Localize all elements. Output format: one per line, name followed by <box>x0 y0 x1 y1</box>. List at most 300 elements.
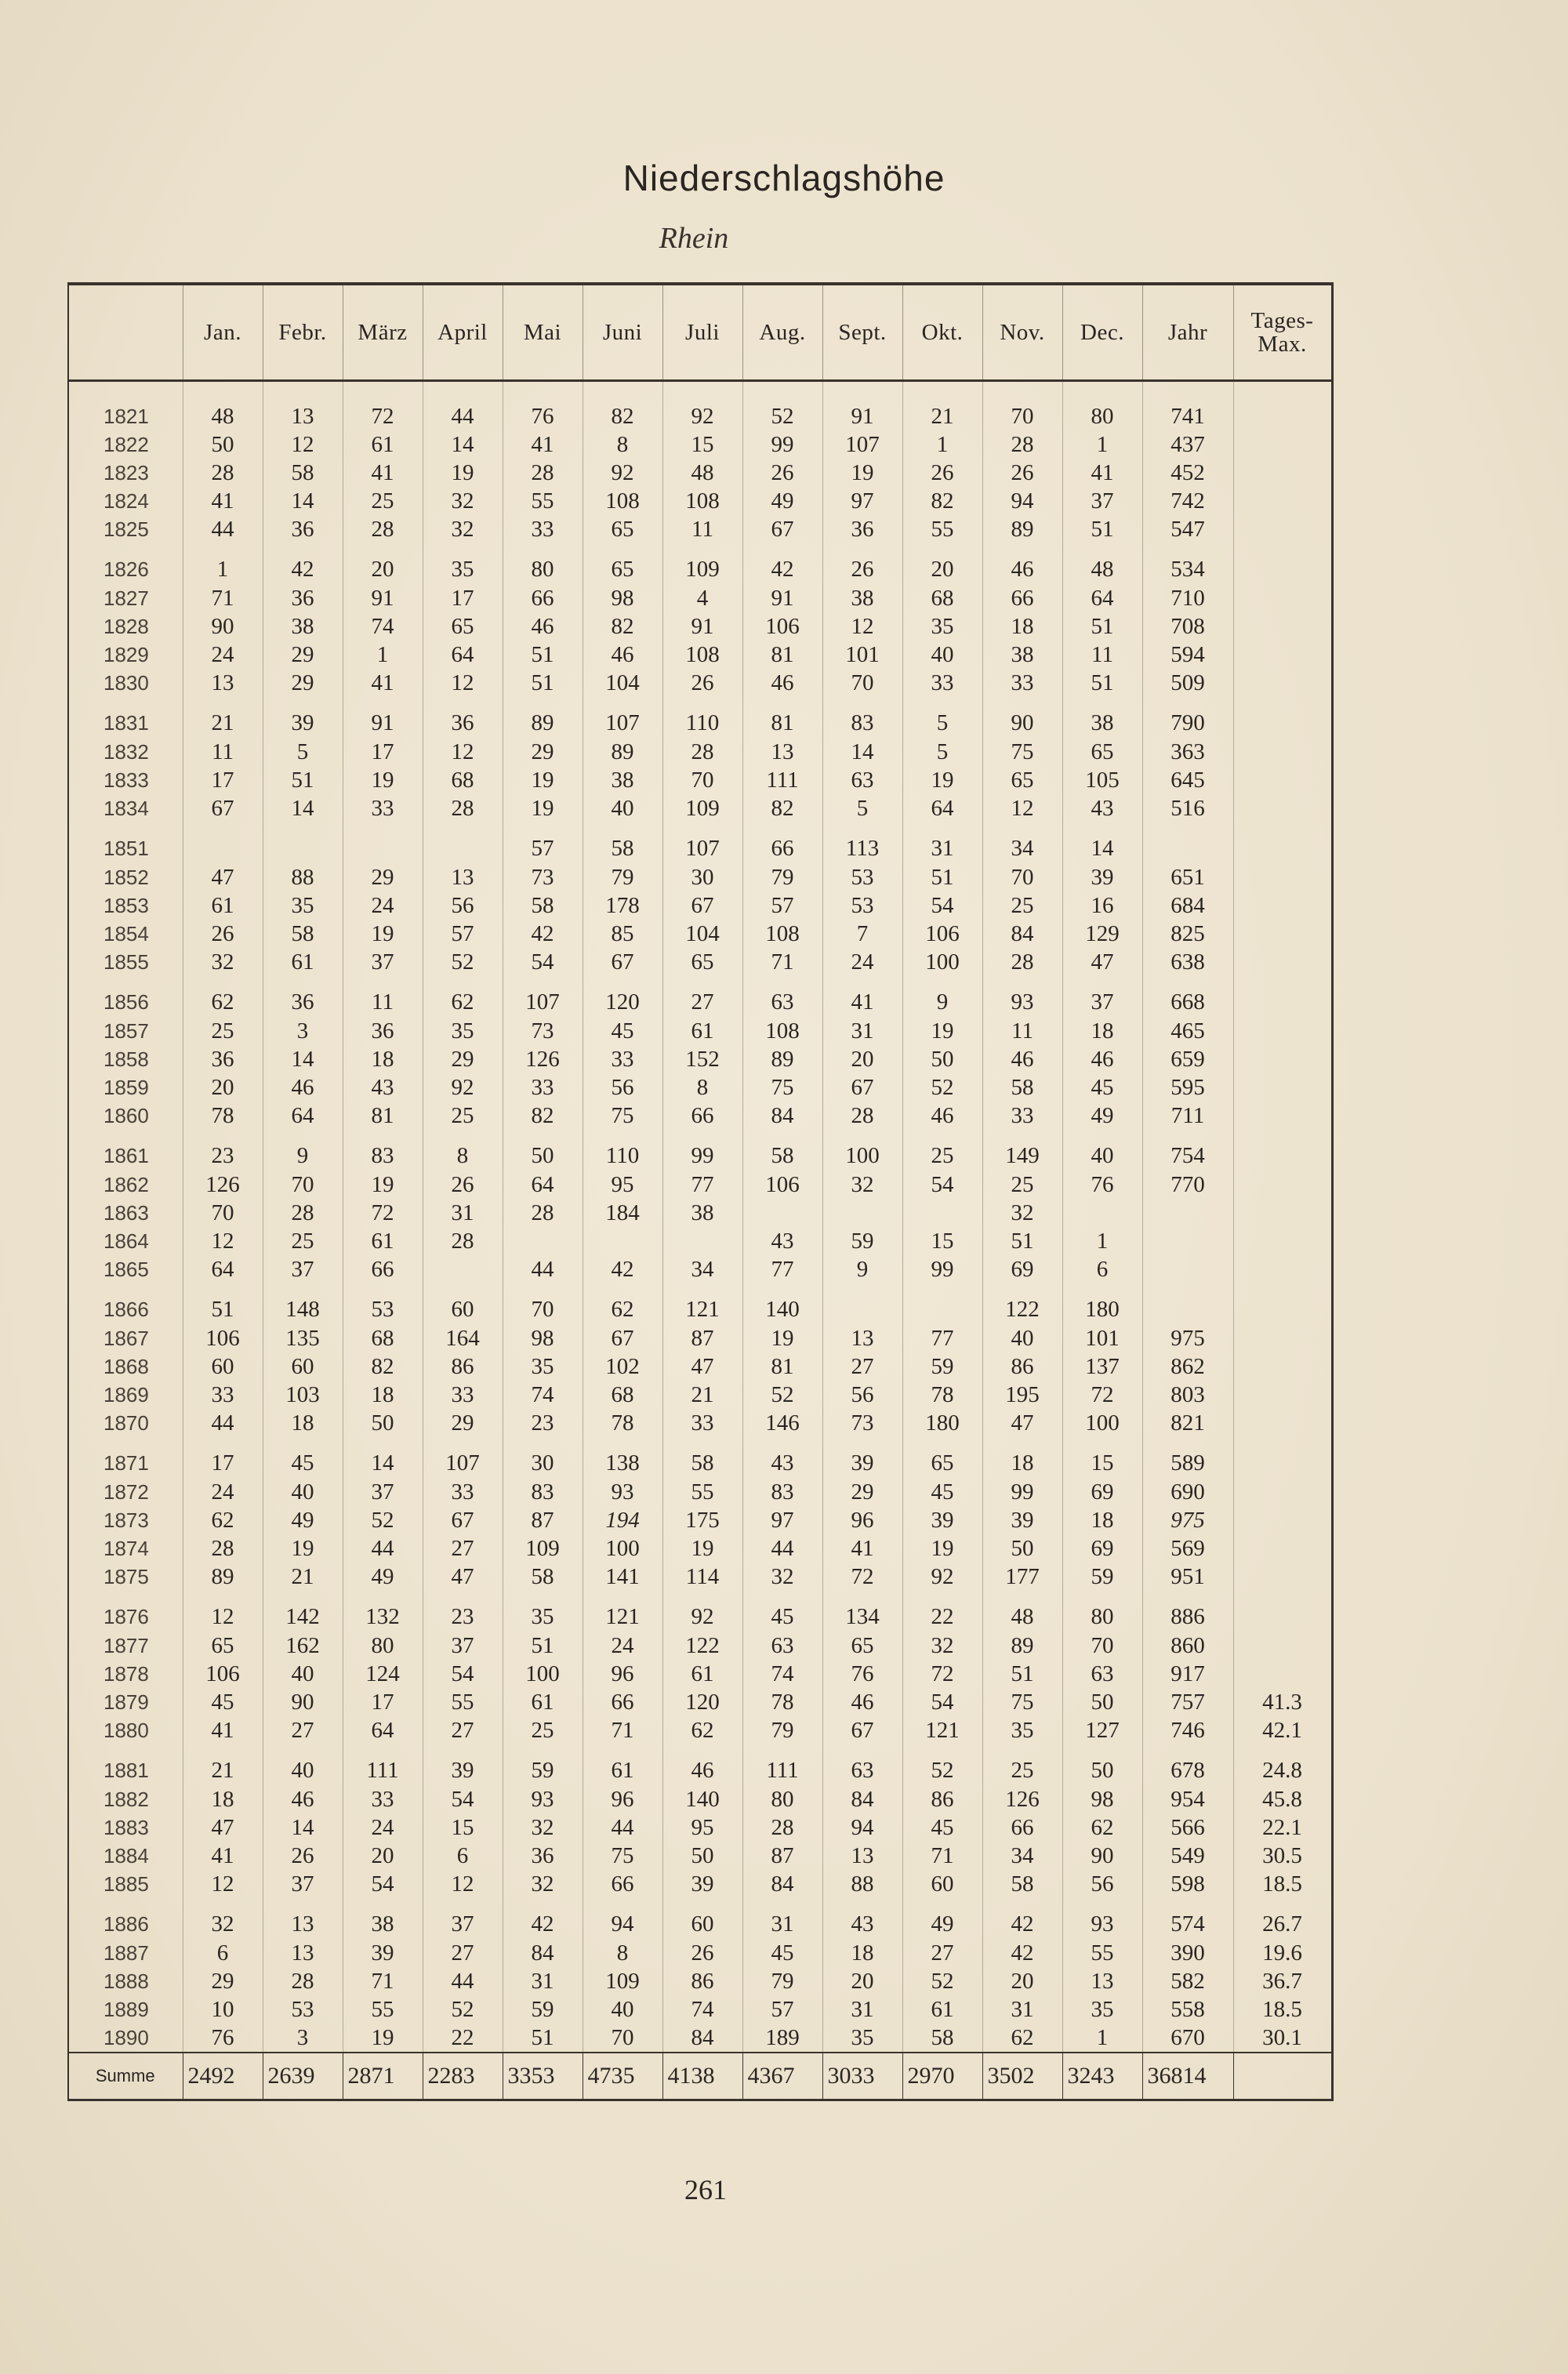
month-cell: 46 <box>503 612 583 641</box>
jahr-cell: 690 <box>1142 1478 1233 1506</box>
month-cell: 100 <box>822 1130 902 1171</box>
month-cell: 44 <box>583 1813 662 1842</box>
month-cell: 71 <box>583 1716 662 1744</box>
month-cell: 84 <box>742 1870 822 1898</box>
month-cell: 79 <box>742 1967 822 1995</box>
month-cell: 90 <box>1062 1842 1142 1870</box>
month-cell <box>902 1283 982 1324</box>
month-cell: 62 <box>662 1716 742 1744</box>
month-cell: 14 <box>343 1437 423 1478</box>
table-row <box>68 1073 1332 1102</box>
table-row <box>68 1591 1332 1632</box>
month-cell: 41 <box>822 1534 902 1563</box>
month-cell: 64 <box>343 1716 423 1744</box>
month-cell: 67 <box>822 1716 902 1744</box>
page-title: Niederschlagshöhe <box>622 158 946 198</box>
month-cell: 71 <box>902 1842 982 1870</box>
month-cell: 132 <box>343 1591 423 1632</box>
tages-max-cell <box>1233 1073 1332 1102</box>
month-cell: 54 <box>902 891 982 920</box>
month-cell <box>742 1199 822 1227</box>
month-cell: 180 <box>902 1409 982 1437</box>
month-cell <box>1062 1199 1142 1227</box>
month-cell: 90 <box>982 697 1062 738</box>
month-cell: 98 <box>503 1324 583 1352</box>
month-cell: 13 <box>822 1324 902 1352</box>
tages-max-cell: 24.8 <box>1233 1744 1332 1785</box>
month-cell: 1 <box>1062 1227 1142 1255</box>
month-cell: 81 <box>742 697 822 738</box>
tages-max-cell <box>1233 381 1332 431</box>
month-cell: 111 <box>742 766 822 794</box>
month-cell: 14 <box>822 738 902 766</box>
month-cell: 84 <box>503 1939 583 1967</box>
summe-cell: 2492 <box>183 2053 263 2100</box>
month-cell: 83 <box>503 1478 583 1506</box>
month-cell: 71 <box>183 584 263 612</box>
month-cell: 13 <box>423 863 503 891</box>
table-row <box>68 1017 1332 1045</box>
month-cell: 60 <box>423 1283 503 1324</box>
month-cell: 55 <box>662 1478 742 1506</box>
month-cell: 106 <box>183 1324 263 1352</box>
month-cell: 45 <box>902 1813 982 1842</box>
table-row <box>68 1437 1332 1478</box>
month-cell: 36 <box>183 1045 263 1073</box>
month-cell: 54 <box>423 1785 503 1813</box>
month-cell: 75 <box>583 1102 662 1130</box>
month-cell: 12 <box>183 1227 263 1255</box>
month-cell: 60 <box>662 1898 742 1939</box>
year-cell: 1851 <box>68 822 183 863</box>
month-cell: 63 <box>822 766 902 794</box>
month-cell: 19 <box>343 766 423 794</box>
month-cell: 59 <box>902 1352 982 1381</box>
month-cell: 51 <box>263 766 343 794</box>
month-cell: 58 <box>982 1073 1062 1102</box>
month-cell: 64 <box>503 1171 583 1199</box>
month-cell: 67 <box>583 948 662 976</box>
tages-max-cell <box>1233 794 1332 822</box>
month-cell: 164 <box>423 1324 503 1352</box>
month-cell: 178 <box>583 891 662 920</box>
month-cell: 26 <box>423 1171 503 1199</box>
month-cell: 51 <box>503 641 583 669</box>
year-cell: 1823 <box>68 459 183 487</box>
month-cell: 46 <box>822 1688 902 1716</box>
month-cell: 70 <box>583 2024 662 2053</box>
month-cell: 44 <box>183 515 263 543</box>
month-cell: 32 <box>822 1171 902 1199</box>
month-cell: 6 <box>423 1842 503 1870</box>
jahr-cell: 678 <box>1142 1744 1233 1785</box>
jahr-cell: 711 <box>1142 1102 1233 1130</box>
table-row <box>68 669 1332 697</box>
month-cell: 14 <box>263 794 343 822</box>
month-cell: 33 <box>343 794 423 822</box>
month-cell: 13 <box>1062 1967 1142 1995</box>
month-cell: 38 <box>583 766 662 794</box>
month-cell: 52 <box>902 1073 982 1102</box>
month-cell: 127 <box>1062 1716 1142 1744</box>
month-cell: 24 <box>183 641 263 669</box>
month-cell: 122 <box>662 1632 742 1660</box>
summe-cell: 3502 <box>982 2053 1062 2100</box>
month-cell <box>343 822 423 863</box>
month-cell: 15 <box>1062 1437 1142 1478</box>
month-cell: 19 <box>902 1017 982 1045</box>
month-cell: 28 <box>662 738 742 766</box>
month-cell: 32 <box>742 1563 822 1591</box>
month-cell: 28 <box>503 459 583 487</box>
year-cell: 1868 <box>68 1352 183 1381</box>
tages-max-cell <box>1233 1632 1332 1660</box>
header-cell: Dec. <box>1062 284 1142 381</box>
year-cell: 1877 <box>68 1632 183 1660</box>
jahr-cell: 390 <box>1142 1939 1233 1967</box>
month-cell: 73 <box>822 1409 902 1437</box>
month-cell: 15 <box>902 1227 982 1255</box>
tages-max-cell: 18.5 <box>1233 1870 1332 1898</box>
month-cell: 19 <box>902 1534 982 1563</box>
month-cell: 60 <box>263 1352 343 1381</box>
tages-max-cell <box>1233 1199 1332 1227</box>
month-cell: 36 <box>343 1017 423 1045</box>
month-cell: 14 <box>1062 822 1142 863</box>
month-cell: 44 <box>423 381 503 431</box>
month-cell: 107 <box>662 822 742 863</box>
year-cell: 1833 <box>68 766 183 794</box>
month-cell: 64 <box>183 1255 263 1283</box>
month-cell: 78 <box>583 1409 662 1437</box>
month-cell: 8 <box>583 1939 662 1967</box>
month-cell: 51 <box>183 1283 263 1324</box>
month-cell: 106 <box>183 1660 263 1688</box>
month-cell: 120 <box>662 1688 742 1716</box>
month-cell: 99 <box>742 430 822 459</box>
month-cell: 92 <box>662 381 742 431</box>
month-cell: 18 <box>343 1045 423 1073</box>
table-row <box>68 920 1332 948</box>
table-row <box>68 515 1332 543</box>
month-cell: 67 <box>742 515 822 543</box>
jahr-cell: 437 <box>1142 430 1233 459</box>
month-cell: 49 <box>742 487 822 515</box>
month-cell: 14 <box>263 1813 343 1842</box>
year-cell: 1886 <box>68 1898 183 1939</box>
month-cell: 34 <box>982 1842 1062 1870</box>
month-cell: 184 <box>583 1199 662 1227</box>
month-cell: 1 <box>183 543 263 584</box>
month-cell: 65 <box>982 766 1062 794</box>
month-cell: 18 <box>822 1939 902 1967</box>
month-cell: 87 <box>662 1324 742 1352</box>
tages-max-cell <box>1233 920 1332 948</box>
month-cell: 53 <box>263 1995 343 2024</box>
year-cell: 1854 <box>68 920 183 948</box>
month-cell: 56 <box>822 1381 902 1409</box>
table-row <box>68 1898 1332 1939</box>
month-cell: 42 <box>982 1939 1062 1967</box>
page-number: 261 <box>684 2174 727 2205</box>
month-cell: 63 <box>822 1744 902 1785</box>
table-row <box>68 1478 1332 1506</box>
month-cell: 92 <box>662 1591 742 1632</box>
month-cell: 99 <box>902 1255 982 1283</box>
tages-max-cell: 30.5 <box>1233 1842 1332 1870</box>
precipitation-table <box>67 282 1334 2101</box>
year-cell: 1831 <box>68 697 183 738</box>
month-cell: 38 <box>822 584 902 612</box>
year-cell: 1885 <box>68 1870 183 1898</box>
month-cell: 95 <box>583 1171 662 1199</box>
month-cell: 70 <box>183 1199 263 1227</box>
month-cell: 114 <box>662 1563 742 1591</box>
table-row <box>68 1688 1332 1716</box>
jahr-cell: 975 <box>1142 1324 1233 1352</box>
month-cell: 120 <box>583 976 662 1017</box>
month-cell: 31 <box>982 1995 1062 2024</box>
month-cell: 28 <box>822 1102 902 1130</box>
month-cell: 57 <box>742 1995 822 2024</box>
month-cell <box>822 1283 902 1324</box>
month-cell: 45 <box>742 1591 822 1632</box>
header-cell: Aug. <box>742 284 822 381</box>
year-cell: 1883 <box>68 1813 183 1842</box>
jahr-cell: 951 <box>1142 1563 1233 1591</box>
month-cell: 11 <box>183 738 263 766</box>
month-cell: 25 <box>263 1227 343 1255</box>
month-cell: 78 <box>742 1688 822 1716</box>
year-cell: 1856 <box>68 976 183 1017</box>
month-cell: 38 <box>343 1898 423 1939</box>
month-cell: 45 <box>583 1017 662 1045</box>
jahr-cell <box>1142 1255 1233 1283</box>
month-cell: 13 <box>263 1939 343 1967</box>
jahr-cell <box>1142 1283 1233 1324</box>
jahr-cell: 668 <box>1142 976 1233 1017</box>
month-cell: 9 <box>822 1255 902 1283</box>
jahr-cell: 975 <box>1142 1506 1233 1534</box>
month-cell: 94 <box>822 1813 902 1842</box>
month-cell: 52 <box>343 1506 423 1534</box>
month-cell: 72 <box>343 1199 423 1227</box>
month-cell: 97 <box>822 487 902 515</box>
month-cell: 36 <box>822 515 902 543</box>
year-cell: 1874 <box>68 1534 183 1563</box>
header-cell: April <box>423 284 503 381</box>
year-cell: 1866 <box>68 1283 183 1324</box>
month-cell: 40 <box>263 1478 343 1506</box>
month-cell: 44 <box>423 1967 503 1995</box>
month-cell: 110 <box>583 1130 662 1171</box>
month-cell: 74 <box>742 1660 822 1688</box>
month-cell: 80 <box>343 1632 423 1660</box>
month-cell: 39 <box>822 1437 902 1478</box>
month-cell: 28 <box>183 459 263 487</box>
month-cell: 113 <box>822 822 902 863</box>
month-cell: 18 <box>1062 1017 1142 1045</box>
month-cell: 57 <box>742 891 822 920</box>
year-cell: 1865 <box>68 1255 183 1283</box>
table-row <box>68 976 1332 1017</box>
month-cell: 52 <box>742 1381 822 1409</box>
month-cell: 25 <box>343 487 423 515</box>
month-cell: 23 <box>183 1130 263 1171</box>
month-cell: 84 <box>742 1102 822 1130</box>
month-cell: 64 <box>902 794 982 822</box>
month-cell: 48 <box>662 459 742 487</box>
month-cell: 66 <box>662 1102 742 1130</box>
month-cell: 124 <box>343 1660 423 1688</box>
month-cell: 41 <box>1062 459 1142 487</box>
tages-max-cell <box>1233 1506 1332 1534</box>
month-cell: 86 <box>423 1352 503 1381</box>
month-cell: 89 <box>183 1563 263 1591</box>
tages-max-cell <box>1233 584 1332 612</box>
year-cell: 1875 <box>68 1563 183 1591</box>
month-cell: 83 <box>742 1478 822 1506</box>
jahr-cell: 757 <box>1142 1688 1233 1716</box>
month-cell: 29 <box>183 1967 263 1995</box>
month-cell: 33 <box>503 515 583 543</box>
month-cell: 175 <box>662 1506 742 1534</box>
month-cell: 62 <box>183 976 263 1017</box>
month-cell: 54 <box>423 1660 503 1688</box>
month-cell: 28 <box>423 1227 503 1255</box>
month-cell: 62 <box>583 1283 662 1324</box>
month-cell: 61 <box>343 1227 423 1255</box>
month-cell: 56 <box>1062 1870 1142 1898</box>
month-cell: 9 <box>263 1130 343 1171</box>
month-cell: 19 <box>343 2024 423 2053</box>
month-cell: 61 <box>662 1660 742 1688</box>
table-row <box>68 1995 1332 2024</box>
month-cell: 19 <box>343 920 423 948</box>
month-cell: 94 <box>982 487 1062 515</box>
year-cell: 1869 <box>68 1381 183 1409</box>
month-cell: 140 <box>742 1283 822 1324</box>
month-cell: 17 <box>343 1688 423 1716</box>
month-cell: 46 <box>263 1785 343 1813</box>
jahr-cell: 645 <box>1142 766 1233 794</box>
year-cell: 1829 <box>68 641 183 669</box>
month-cell: 38 <box>1062 697 1142 738</box>
month-cell: 70 <box>982 863 1062 891</box>
jahr-cell: 862 <box>1142 1352 1233 1381</box>
month-cell: 50 <box>1062 1688 1142 1716</box>
month-cell: 19 <box>662 1534 742 1563</box>
month-cell <box>583 1227 662 1255</box>
month-cell: 107 <box>583 697 662 738</box>
month-cell: 74 <box>503 1381 583 1409</box>
table-row <box>68 1563 1332 1591</box>
month-cell: 14 <box>263 1045 343 1073</box>
tages-max-cell <box>1233 1591 1332 1632</box>
month-cell: 28 <box>263 1967 343 1995</box>
header-cell: Sept. <box>822 284 902 381</box>
month-cell: 23 <box>503 1409 583 1437</box>
month-cell: 81 <box>742 1352 822 1381</box>
month-cell: 61 <box>343 430 423 459</box>
month-cell: 111 <box>343 1744 423 1785</box>
jahr-cell <box>1142 1199 1233 1227</box>
table-row <box>68 1199 1332 1227</box>
month-cell: 75 <box>583 1842 662 1870</box>
tages-max-cell: 22.1 <box>1233 1813 1332 1842</box>
tages-max-cell <box>1233 1352 1332 1381</box>
month-cell: 81 <box>742 641 822 669</box>
table-row <box>68 948 1332 976</box>
month-cell: 55 <box>902 515 982 543</box>
month-cell: 59 <box>503 1995 583 2024</box>
month-cell: 25 <box>503 1716 583 1744</box>
tages-max-cell <box>1233 891 1332 920</box>
month-cell: 88 <box>263 863 343 891</box>
month-cell: 47 <box>183 1813 263 1842</box>
table-row <box>68 1324 1332 1352</box>
month-cell: 100 <box>902 948 982 976</box>
month-cell: 10 <box>183 1995 263 2024</box>
month-cell: 33 <box>902 669 982 697</box>
month-cell: 21 <box>183 697 263 738</box>
month-cell: 52 <box>423 1995 503 2024</box>
summe-cell: 2283 <box>423 2053 503 2100</box>
month-cell: 50 <box>662 1842 742 1870</box>
year-cell: 1876 <box>68 1591 183 1632</box>
month-cell: 37 <box>423 1632 503 1660</box>
month-cell: 14 <box>263 487 343 515</box>
table-row <box>68 738 1332 766</box>
table-row <box>68 1744 1332 1785</box>
month-cell: 39 <box>423 1744 503 1785</box>
year-cell: 1873 <box>68 1506 183 1534</box>
jahr-cell: 595 <box>1142 1073 1233 1102</box>
month-cell: 107 <box>423 1437 503 1478</box>
month-cell: 28 <box>423 794 503 822</box>
table-row <box>68 584 1332 612</box>
month-cell: 51 <box>982 1227 1062 1255</box>
table-header <box>68 284 1332 381</box>
month-cell: 41 <box>183 1716 263 1744</box>
month-cell: 64 <box>1062 584 1142 612</box>
month-cell: 84 <box>662 2024 742 2053</box>
table-body <box>68 381 1332 2053</box>
month-cell: 76 <box>822 1660 902 1688</box>
month-cell: 59 <box>822 1227 902 1255</box>
month-cell: 28 <box>343 515 423 543</box>
summe-cell: 36814 <box>1142 2053 1233 2100</box>
month-cell: 92 <box>423 1073 503 1102</box>
month-cell: 70 <box>503 1283 583 1324</box>
month-cell: 50 <box>343 1409 423 1437</box>
table-row <box>68 1632 1332 1660</box>
month-cell: 68 <box>343 1324 423 1352</box>
month-cell: 94 <box>583 1898 662 1939</box>
month-cell: 79 <box>583 863 662 891</box>
month-cell: 52 <box>742 381 822 431</box>
month-cell: 18 <box>343 1381 423 1409</box>
jahr-cell: 569 <box>1142 1534 1233 1563</box>
month-cell: 67 <box>822 1073 902 1102</box>
header-cell: Tages- Max. <box>1233 284 1332 381</box>
jahr-cell: 770 <box>1142 1171 1233 1199</box>
month-cell: 1 <box>343 641 423 669</box>
jahr-cell: 651 <box>1142 863 1233 891</box>
jahr-cell: 742 <box>1142 487 1233 515</box>
month-cell: 80 <box>503 543 583 584</box>
month-cell: 59 <box>503 1744 583 1785</box>
